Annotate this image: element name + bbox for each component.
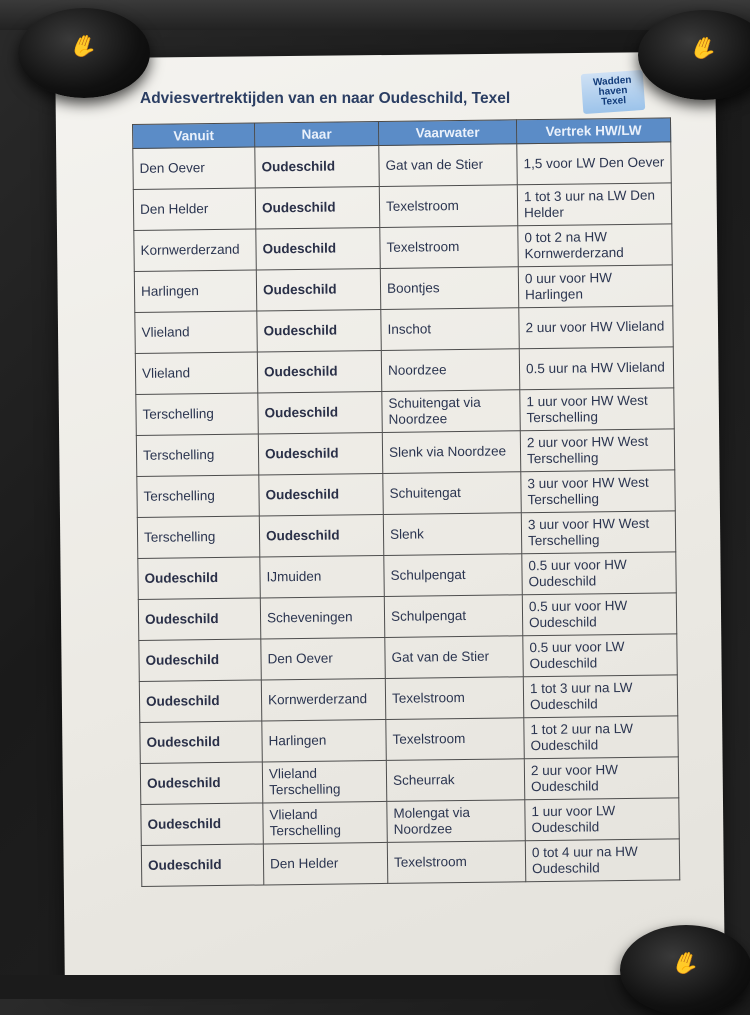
cell-vertrek: 1 tot 3 uur na LW Oudeschild [523,675,677,718]
table-row [133,183,671,231]
cell-naar: Den Helder [263,842,387,885]
magnet-bottom-right [620,925,750,1015]
table-row [137,511,675,559]
cell-naar: Harlingen [262,719,386,762]
cell-naar: Oudeschild [256,268,380,311]
header-vanuit: Vanuit [133,123,255,148]
document-title: Adviesvertrektijden van en naar Oudeschild, Texel [140,90,511,107]
cell-vertrek: 2 uur voor HW West Terschelling [520,429,674,472]
cell-vertrek: 0 uur voor HW Harlingen [518,265,672,308]
cell-vertrek: 1,5 voor LW Den Oever [517,142,671,185]
cell-vanuit: Kornwerderzand [134,229,256,271]
hand-icon: ✋ [668,948,704,981]
table-row [133,142,671,190]
cell-vertrek: 0.5 uur na HW Vlieland [519,347,673,390]
cell-vanuit: Oudeschild [139,639,261,681]
cell-vaarwater: Inschot [381,308,519,351]
cell-vertrek: 2 uur voor HW Oudeschild [524,757,678,800]
cell-vanuit: Terschelling [137,475,259,517]
cell-vertrek: 1 uur voor HW West Terschelling [520,388,674,431]
cell-naar: Oudeschild [255,145,379,188]
table-row [136,388,674,436]
cell-vaarwater: Schulpengat [384,554,522,597]
cell-vanuit: Terschelling [136,393,258,435]
cell-vaarwater: Texelstroom [380,226,518,269]
cell-vanuit: Oudeschild [141,803,263,845]
hand-icon: ✋ [686,33,722,66]
cell-vertrek: 1 tot 3 uur na LW Den Helder [517,183,671,226]
cell-naar: Kornwerderzand [261,678,385,721]
cell-vanuit: Oudeschild [138,557,260,599]
cell-vaarwater: Slenk via Noordzee [382,431,520,474]
cell-naar: Vlieland Terschelling [262,760,386,803]
cell-vaarwater: Scheurrak [386,759,524,802]
cell-vanuit: Terschelling [137,516,259,558]
table-row [138,593,676,641]
cell-vaarwater: Texelstroom [379,185,517,228]
cell-vanuit: Oudeschild [140,721,262,763]
header-vertrek: Vertrek HW/LW [516,118,670,144]
cell-vanuit: Terschelling [136,434,258,476]
cell-naar: Oudeschild [258,432,382,475]
table-row [140,757,678,805]
cell-vertrek: 2 uur voor HW Vlieland [519,306,673,349]
cell-vanuit: Oudeschild [141,844,263,886]
table-row [134,265,672,313]
logo-line-2: haven [598,85,628,98]
table-row [139,634,677,682]
cell-vanuit: Oudeschild [139,680,261,722]
table-row [135,347,673,395]
cell-vanuit: Oudeschild [140,762,262,804]
cell-naar: Oudeschild [255,186,379,229]
logo-line-1: Wadden [592,74,632,89]
cell-vanuit: Den Oever [133,147,255,189]
cell-naar: Oudeschild [259,514,383,557]
cell-vaarwater: Gat van de Stier [379,144,517,187]
table-row [139,675,677,723]
waddenhaven-logo [581,70,646,114]
cell-naar: Oudeschild [259,473,383,516]
cell-naar: Scheveningen [260,596,384,639]
cell-vaarwater: Boontjes [380,267,518,310]
table-row [135,306,673,354]
logo-line-3: Texel [600,95,627,108]
table-row [137,470,675,518]
cell-vaarwater: Noordzee [381,349,519,392]
table-row [141,798,679,846]
table-row [136,429,674,477]
cell-vaarwater: Schuitengat via Noordzee [382,390,520,433]
cell-vaarwater: Gat van de Stier [385,636,523,679]
cell-vaarwater: Molengat via Noordzee [387,800,525,843]
table-row [141,839,679,887]
magnet-top-left [18,8,150,98]
cell-vaarwater: Schuitengat [383,472,521,515]
cell-naar: IJmuiden [260,555,384,598]
cell-vanuit: Harlingen [134,270,256,312]
cell-vertrek: 1 uur voor LW Oudeschild [525,798,679,841]
cell-vaarwater: Texelstroom [386,718,524,761]
cell-vertrek: 1 tot 2 uur na LW Oudeschild [524,716,678,759]
cell-vertrek: 0 tot 4 uur na HW Oudeschild [525,839,679,882]
cell-naar: Vlieland Terschelling [263,801,387,844]
cell-vanuit: Vlieland [135,352,257,394]
table-row [134,224,672,272]
cell-vertrek: 0 tot 2 na HW Kornwerderzand [518,224,672,267]
cell-naar: Oudeschild [257,309,381,352]
cell-naar: Oudeschild [257,350,381,393]
cell-vanuit: Oudeschild [138,598,260,640]
cell-vertrek: 0.5 uur voor HW Oudeschild [522,552,676,595]
departure-table [132,117,680,887]
hand-icon: ✋ [66,31,102,64]
header-vaarwater: Vaarwater [378,120,516,146]
cell-vaarwater: Schulpengat [384,595,522,638]
cell-vaarwater: Texelstroom [387,841,525,884]
cell-vanuit: Vlieland [135,311,257,353]
cell-vertrek: 3 uur voor HW West Terschelling [521,511,675,554]
cell-vertrek: 3 uur voor HW West Terschelling [521,470,675,513]
cell-vertrek: 0.5 uur voor LW Oudeschild [523,634,677,677]
table-row [138,552,676,600]
cell-naar: Den Oever [261,637,385,680]
header-naar: Naar [254,121,378,147]
cell-vanuit: Den Helder [133,188,255,230]
cell-vertrek: 0.5 uur voor HW Oudeschild [522,593,676,636]
table-row [140,716,678,764]
cell-naar: Oudeschild [258,391,382,434]
cell-vaarwater: Texelstroom [385,677,523,720]
cell-vaarwater: Slenk [383,513,521,556]
cell-naar: Oudeschild [256,227,380,270]
